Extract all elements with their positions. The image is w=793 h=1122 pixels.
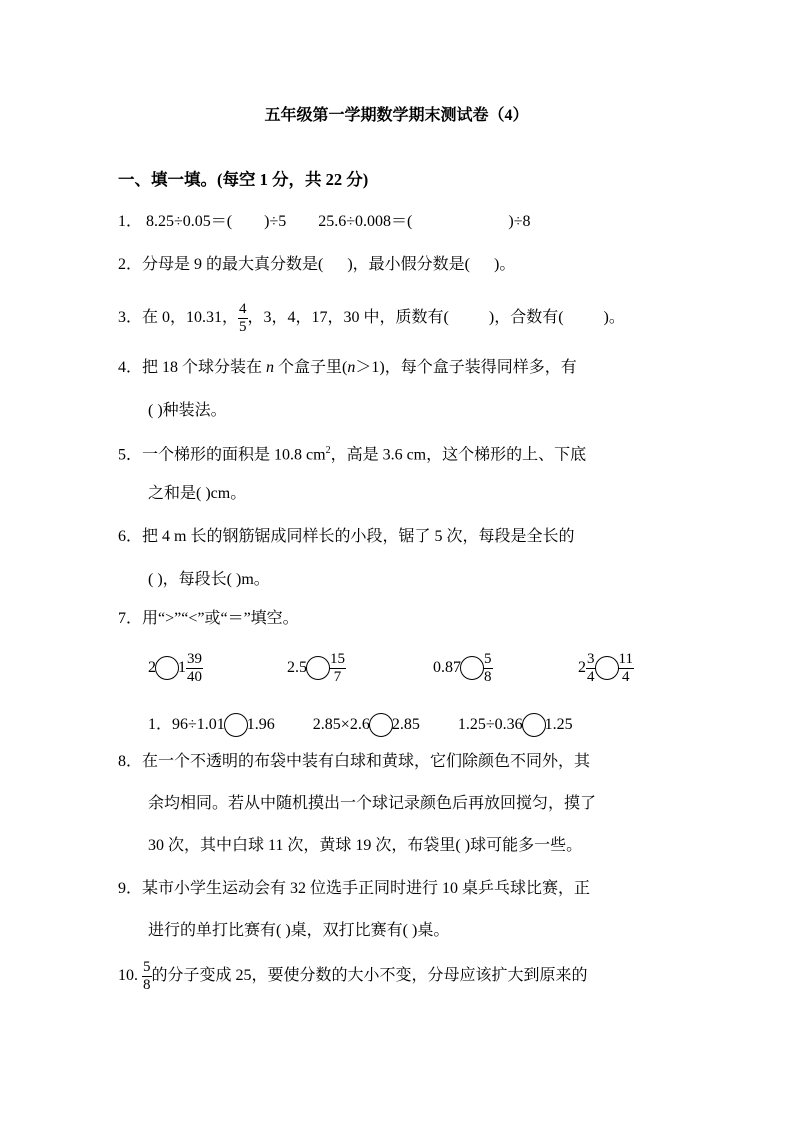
question-1 (118, 212, 530, 232)
denominator: 8 (143, 976, 151, 993)
q1-expr-a: 8.25÷0.05＝( (146, 213, 233, 230)
compare-right: 1.25 (544, 716, 573, 733)
question-9 (118, 879, 590, 899)
q4-text-a: 把 18 个球分装在 (142, 359, 267, 376)
q1-expr-d: )÷8 (508, 213, 531, 230)
question-8-line2: 余均相同。若从中随机摸出一个球记录颜色后再放回搅匀，摸了 (148, 795, 597, 812)
question-number: 6． (118, 528, 143, 545)
compare-circle[interactable] (155, 656, 179, 680)
compare-circle[interactable] (522, 713, 546, 737)
q8-line1: 在一个不透明的布袋中装有白球和黄球，它们除颜色不同外，其 (142, 753, 591, 770)
compare-left: 2 (148, 659, 156, 676)
question-number: 2． (118, 256, 143, 273)
question-number: 5． (118, 446, 143, 464)
q6-line1: 把 4 m 长的钢筋锯成同样长的小段，锯了 5 次，每段是全长的 (142, 528, 575, 545)
compare-left: 2.5 (287, 659, 307, 676)
question-number: 10. (118, 967, 138, 984)
numerator: 11 (618, 651, 633, 668)
q5-text-b: ，高是 3.6 cm，这个梯形的上、下底 (330, 446, 587, 464)
q9-line1: 某市小学生运动会有 32 位选手正同时进行 10 桌乒乓球比赛，正 (142, 880, 591, 897)
denominator: 7 (333, 668, 342, 685)
question-8 (118, 752, 590, 772)
compare-3 (433, 648, 493, 688)
numerator: 15 (330, 651, 345, 668)
fraction-4-5 (238, 301, 248, 335)
compare-row-2 (148, 712, 573, 738)
compare-circle[interactable] (595, 656, 619, 680)
question-9-line2: 进行的单打比赛有( )桌，双打比赛有( )桌。 (148, 922, 450, 939)
question-4-line2: ( )种装法。 (148, 402, 227, 419)
denominator: 40 (187, 668, 202, 685)
question-number: 8． (118, 753, 143, 770)
page-title: 五年级第一学期数学期末测试卷（4） (264, 107, 529, 124)
q4-text-b: 个盒子里( (274, 359, 348, 376)
q3-post: ，3，4，17，30 中，质数有( )，合数有( )。 (247, 309, 625, 326)
question-8-line3: 30 次，其中白球 11 次，黄球 19 次，布袋里( )球可能多一些。 (148, 837, 583, 854)
question-6-line2: ( )，每段长( )m。 (148, 571, 270, 588)
question-3 (118, 298, 625, 338)
question-5-line2: 之和是( )cm。 (148, 485, 247, 502)
numerator: 5 (143, 959, 151, 976)
question-2 (118, 255, 515, 275)
numerator: 5 (484, 651, 492, 668)
compare-circle[interactable] (369, 713, 393, 737)
fraction (329, 651, 346, 685)
compare-left: 1．96÷1.01 (148, 716, 225, 733)
var-n: n (266, 359, 275, 376)
denominator: 5 (239, 318, 247, 335)
compare-circle[interactable] (224, 713, 248, 737)
var-n: n (347, 359, 356, 376)
numerator: 3 (587, 651, 595, 668)
numerator: 4 (239, 301, 247, 318)
question-4 (118, 358, 577, 378)
compare-left: 2 (578, 659, 586, 676)
compare-left: 2.85×2.6 (312, 716, 370, 733)
q1-expr-c: 25.6÷0.008＝( (318, 213, 413, 230)
fraction-5-8 (142, 959, 152, 993)
q3-pre: 在 0，10.31， (142, 309, 239, 326)
numerator: 39 (187, 651, 202, 668)
q5-text-a: 一个梯形的面积是 10.8 cm (142, 446, 326, 464)
compare-left: 1.25÷0.36 (457, 716, 523, 733)
question-10 (118, 956, 588, 996)
question-number: 9． (118, 880, 143, 897)
compare-right: 1.96 (246, 716, 275, 733)
question-number: 4． (118, 359, 143, 376)
compare-circle[interactable] (306, 656, 330, 680)
q1-expr-b: )÷5 (264, 213, 287, 230)
question-6 (118, 527, 574, 547)
question-5 (118, 441, 586, 465)
compare-4 (578, 648, 634, 688)
q7-text: 用“>”“<”或“＝”填空。 (142, 610, 299, 627)
question-number: 7． (118, 610, 143, 627)
question-number: 1． (118, 213, 143, 230)
question-number: 3． (118, 309, 143, 326)
fraction (483, 651, 493, 685)
q2-text: 分母是 9 的最大真分数是( )，最小假分数是( )。 (142, 256, 516, 273)
denominator: 8 (484, 668, 492, 685)
fraction (186, 651, 203, 685)
section-heading-fill-in: 一、填一填。(每空 1 分，共 22 分) (118, 170, 369, 189)
superscript: 2 (325, 445, 331, 456)
compare-circle[interactable] (460, 656, 484, 680)
compare-2 (287, 648, 346, 688)
denominator: 4 (621, 668, 630, 685)
fraction (618, 651, 634, 685)
compare-right: 2.85 (391, 716, 420, 733)
compare-left: 0.87 (433, 659, 461, 676)
question-7 (118, 609, 299, 629)
compare-1 (148, 648, 203, 688)
q4-text-c: ＞1)，每个盒子装得同样多，有 (355, 359, 577, 376)
mixed-whole: 1 (178, 659, 186, 676)
q10-text: 的分子变成 25，要使分数的大小不变，分母应该扩大到原来的 (151, 967, 588, 984)
denominator: 4 (587, 668, 595, 685)
